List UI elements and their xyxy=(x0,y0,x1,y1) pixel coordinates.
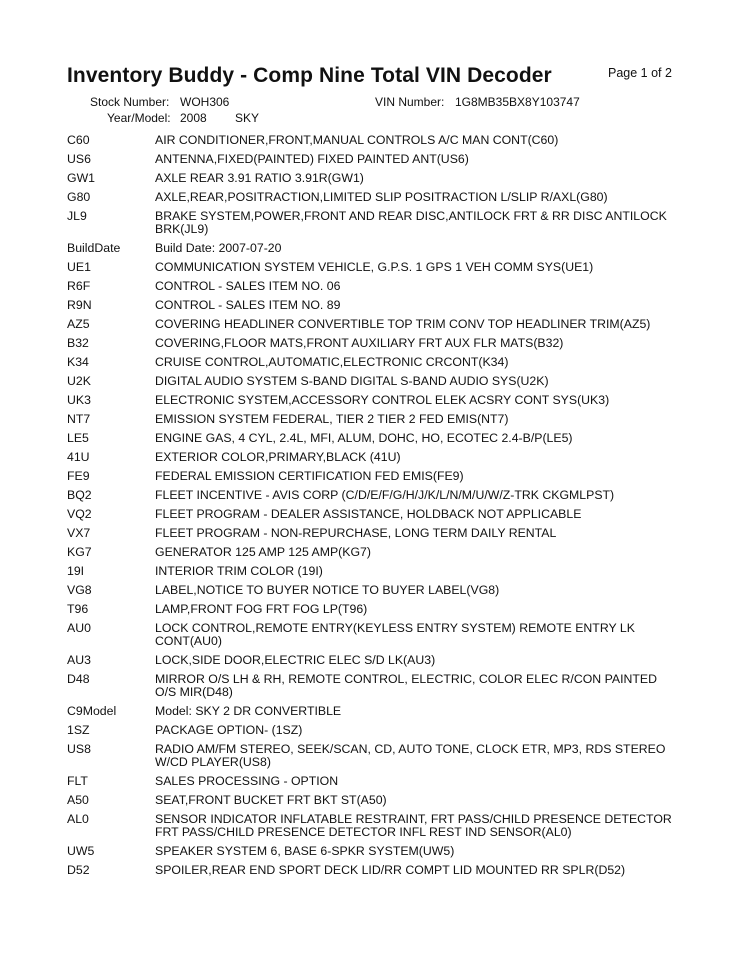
list-item xyxy=(67,299,679,312)
option-description: CRUISE CONTROL,AUTOMATIC,ELECTRONIC CRCONT(K34) xyxy=(155,355,509,369)
list-item xyxy=(67,845,679,858)
option-description: LOCK,SIDE DOOR,ELECTRIC ELEC S/D LK(AU3) xyxy=(155,653,436,667)
option-description: DIGITAL AUDIO SYSTEM S-BAND DIGITAL S-BAND AUDIO SYS(U2K) xyxy=(155,374,549,388)
list-item xyxy=(67,451,679,464)
option-code: UK3 xyxy=(67,393,91,407)
option-description: BRAKE SYSTEM,POWER,FRONT AND REAR DISC,ANTILOCK FRT & RR DISC ANTILOCK BRK(JL9) xyxy=(155,209,667,236)
list-item xyxy=(67,864,679,877)
option-description: EXTERIOR COLOR,PRIMARY,BLACK (41U) xyxy=(155,450,401,464)
option-code: UE1 xyxy=(67,260,91,274)
option-description: SENSOR INDICATOR INFLATABLE RESTRAINT, FRT PASS/CHILD PRESENCE DETECTOR FRT PASS/CHILD PRESENCE DETECTOR INFL REST IND SENSOR(AL0) xyxy=(155,812,672,839)
option-code: AZ5 xyxy=(67,317,90,331)
option-description: FEDERAL EMISSION CERTIFICATION FED EMIS(FE9) xyxy=(155,469,464,483)
option-code: K34 xyxy=(67,355,89,369)
list-item xyxy=(67,394,679,407)
option-description: CONTROL - SALES ITEM NO. 89 xyxy=(155,298,341,312)
option-description: GENERATOR 125 AMP 125 AMP(KG7) xyxy=(155,545,371,559)
option-code: U2K xyxy=(67,374,91,388)
list-item xyxy=(67,210,679,236)
list-item xyxy=(67,191,679,204)
option-description: ENGINE GAS, 4 CYL, 2.4L, MFI, ALUM, DOHC, HO, ECOTEC 2.4-B/P(LE5) xyxy=(155,431,573,445)
option-code-list xyxy=(67,134,679,883)
option-description: SEAT,FRONT BUCKET FRT BKT ST(A50) xyxy=(155,793,387,807)
option-code: 1SZ xyxy=(67,723,90,737)
list-item xyxy=(67,261,679,274)
list-item xyxy=(67,413,679,426)
list-item xyxy=(67,546,679,559)
option-description: FLEET PROGRAM - NON-REPURCHASE, LONG TERM DAILY RENTAL xyxy=(155,526,557,540)
option-code: G80 xyxy=(67,190,91,204)
list-item xyxy=(67,432,679,445)
year-model-label: Year/Model: xyxy=(107,111,171,125)
option-description: COMMUNICATION SYSTEM VEHICLE, G.P.S. 1 GPS 1 VEH COMM SYS(UE1) xyxy=(155,260,594,274)
option-description: CONTROL - SALES ITEM NO. 06 xyxy=(155,279,341,293)
option-description: FLEET PROGRAM - DEALER ASSISTANCE, HOLDBACK NOT APPLICABLE xyxy=(155,507,582,521)
option-code: FLT xyxy=(67,774,88,788)
list-item xyxy=(67,654,679,667)
option-code: LE5 xyxy=(67,431,89,445)
option-code: C60 xyxy=(67,133,90,147)
option-code: 41U xyxy=(67,450,90,464)
option-code: GW1 xyxy=(67,171,96,185)
option-description: LOCK CONTROL,REMOTE ENTRY(KEYLESS ENTRY SYSTEM) REMOTE ENTRY LK CONT(AU0) xyxy=(155,621,635,648)
option-code: 19I xyxy=(67,564,85,578)
option-description: AXLE REAR 3.91 RATIO 3.91R(GW1) xyxy=(155,171,364,185)
option-description: MIRROR O/S LH & RH, REMOTE CONTROL, ELECTRIC, COLOR ELEC R/CON PAINTED O/S MIR(D48) xyxy=(155,672,657,699)
list-item xyxy=(67,153,679,166)
list-item xyxy=(67,527,679,540)
option-description: PACKAGE OPTION- (1SZ) xyxy=(155,723,303,737)
option-code: D52 xyxy=(67,863,90,877)
option-code: US8 xyxy=(67,742,91,756)
list-item xyxy=(67,622,679,648)
list-item xyxy=(67,172,679,185)
list-item xyxy=(67,242,679,255)
option-description: AXLE,REAR,POSITRACTION,LIMITED SLIP POSITRACTION L/SLIP R/AXL(G80) xyxy=(155,190,608,204)
option-description: RADIO AM/FM STEREO, SEEK/SCAN, CD, AUTO TONE, CLOCK ETR, MP3, RDS STEREO W/CD PLAYER(US8) xyxy=(155,742,666,769)
option-code: VG8 xyxy=(67,583,92,597)
option-code: R9N xyxy=(67,298,92,312)
option-code: C9Model xyxy=(67,704,117,718)
option-code: VQ2 xyxy=(67,507,92,521)
option-code: US6 xyxy=(67,152,91,166)
stock-number-value: WOH306 xyxy=(180,95,230,109)
list-item xyxy=(67,743,679,769)
option-code: JL9 xyxy=(67,209,87,223)
option-description: ANTENNA,FIXED(PAINTED) FIXED PAINTED ANT(US6) xyxy=(155,152,469,166)
option-description: SPOILER,REAR END SPORT DECK LID/RR COMPT LID MOUNTED RR SPLR(D52) xyxy=(155,863,626,877)
page-number: Page 1 of 2 xyxy=(608,66,672,80)
option-description: Model: SKY 2 DR CONVERTIBLE xyxy=(155,704,342,718)
option-description: AIR CONDITIONER,FRONT,MANUAL CONTROLS A/C MAN CONT(C60) xyxy=(155,133,559,147)
list-item xyxy=(67,705,679,718)
option-description: COVERING,FLOOR MATS,FRONT AUXILIARY FRT AUX FLR MATS(B32) xyxy=(155,336,564,350)
option-code: UW5 xyxy=(67,844,95,858)
vin-number-value: 1G8MB35BX8Y103747 xyxy=(455,95,580,109)
list-item xyxy=(67,318,679,331)
list-item xyxy=(67,813,679,839)
option-description: EMISSION SYSTEM FEDERAL, TIER 2 TIER 2 FED EMIS(NT7) xyxy=(155,412,509,426)
vin-number-label: VIN Number: xyxy=(375,95,445,109)
document-title: Inventory Buddy - Comp Nine Total VIN Decoder xyxy=(67,64,552,87)
option-code: B32 xyxy=(67,336,89,350)
option-description: LABEL,NOTICE TO BUYER NOTICE TO BUYER LABEL(VG8) xyxy=(155,583,500,597)
option-description: FLEET INCENTIVE - AVIS CORP (C/D/E/F/G/H/J/K/L/N/M/U/W/Z-TRK CKGMLPST) xyxy=(155,488,615,502)
list-item xyxy=(67,565,679,578)
option-description: Build Date: 2007-07-20 xyxy=(155,241,282,255)
option-description: SPEAKER SYSTEM 6, BASE 6-SPKR SYSTEM(UW5) xyxy=(155,844,455,858)
option-code: KG7 xyxy=(67,545,92,559)
list-item xyxy=(67,375,679,388)
list-item xyxy=(67,337,679,350)
option-code: BQ2 xyxy=(67,488,92,502)
option-code: NT7 xyxy=(67,412,91,426)
list-item xyxy=(67,470,679,483)
option-description: SALES PROCESSING - OPTION xyxy=(155,774,339,788)
year-value: 2008 xyxy=(180,111,207,125)
list-item xyxy=(67,584,679,597)
list-item xyxy=(67,280,679,293)
option-description: ELECTRONIC SYSTEM,ACCESSORY CONTROL ELEK ACSRY CONT SYS(UK3) xyxy=(155,393,610,407)
option-code: AU3 xyxy=(67,653,91,667)
option-code: T96 xyxy=(67,602,89,616)
option-code: A50 xyxy=(67,793,89,807)
model-value: SKY xyxy=(235,111,260,125)
list-item xyxy=(67,775,679,788)
list-item xyxy=(67,489,679,502)
list-item xyxy=(67,603,679,616)
list-item xyxy=(67,673,679,699)
list-item xyxy=(67,724,679,737)
list-item xyxy=(67,356,679,369)
list-item xyxy=(67,508,679,521)
option-description: COVERING HEADLINER CONVERTIBLE TOP TRIM CONV TOP HEADLINER TRIM(AZ5) xyxy=(155,317,651,331)
stock-number-label: Stock Number: xyxy=(90,95,170,109)
option-code: FE9 xyxy=(67,469,90,483)
option-description: INTERIOR TRIM COLOR (19I) xyxy=(155,564,323,578)
option-code: R6F xyxy=(67,279,91,293)
option-code: AU0 xyxy=(67,621,91,635)
option-code: VX7 xyxy=(67,526,91,540)
option-code: D48 xyxy=(67,672,90,686)
list-item xyxy=(67,134,679,147)
option-code: BuildDate xyxy=(67,241,121,255)
list-item xyxy=(67,794,679,807)
option-code: AL0 xyxy=(67,812,89,826)
option-description: LAMP,FRONT FOG FRT FOG LP(T96) xyxy=(155,602,368,616)
